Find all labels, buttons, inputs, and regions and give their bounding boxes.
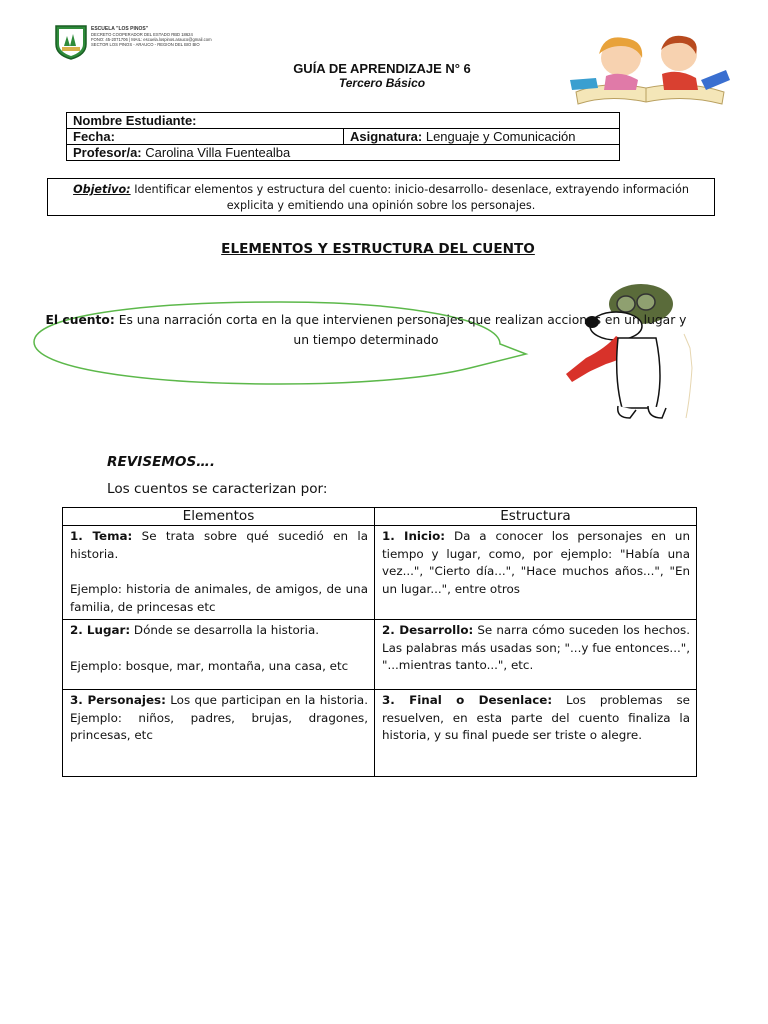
school-line: DECRETO COOPERADOR DEL ESTADO RBD 18624 [91,32,193,37]
cell-text: Se trata sobre qué sucedió en la historia. [70,529,368,561]
table-row [67,145,620,161]
elements-structure-table [62,507,697,777]
table-row [67,113,620,129]
subject-label: Asignatura: [350,129,423,144]
table-row [63,526,697,620]
cell-text: Dónde se desarrolla la historia. [130,623,320,637]
objective-text: Identificar elementos y estructura del cuento: inicio-desarrollo- desenlace, extrayendo información explicita y emitiendo una opinión sobre los personajes. [130,183,689,212]
date-field[interactable] [67,129,344,145]
cell-text: Los que participan en la historia. Ejemplo: niños, padres, brujas, dragones, princesas, etc [70,693,368,742]
guide-subtitle: Tercero Básico [338,76,426,90]
table-cell [63,526,375,620]
column-header-elementos: Elementos [63,508,375,526]
table-cell [63,620,375,690]
table-row [67,129,620,145]
guide-title: GUÍA DE APRENDIZAJE N° 6 [293,61,471,76]
cell-label: 1. Inicio: [382,529,446,543]
school-line: FONO: 45-2071706 | MAIL: escuela.lospinos.arauco@gmail.com [91,37,212,42]
review-intro: Los cuentos se caracterizan por: [107,481,328,497]
table-row [63,620,697,690]
school-line: SECTOR LOS PINOS - ARAUCO - REGION DEL BIO BIO [91,42,200,47]
cell-text: Los problemas se resuelven, en esta parte del cuento finaliza la historia, y su final puede ser triste o alegre. [382,693,691,742]
teacher-value: Carolina Villa Fuentealba [141,145,291,160]
cell-label: 3. Final o Desenlace: [382,693,553,707]
cell-label: 2. Desarrollo: [382,623,474,637]
cell-label: 2. Lugar: [70,623,131,637]
student-name-field[interactable] [67,113,620,129]
objective-label: Objetivo: [73,183,131,196]
cell-label: 1. Tema: [70,529,133,543]
cell-label: 3. Personajes: [70,693,166,707]
school-header [91,27,241,47]
cell-text: Da a conocer los personajes en un tiempo y lugar, como, por ejemplo: "Había una vez...", "Cierto día...", "Hace muchos años...", "En un lugar...", entre otros [382,529,690,596]
snoopy-aviator-illustration [556,278,696,428]
teacher-label: Profesor/a: [73,145,142,160]
teacher-cell [67,145,620,161]
cell-text: Se narra cómo suceden los hechos. Las palabras más usadas son; "...y fue entonces...", "...mientras tanto...", etc. [382,623,690,672]
subject-cell [344,129,620,145]
school-logo-icon [54,24,88,60]
column-header-estructura: Estructura [375,508,697,526]
subject-value: Lenguaje y Comunicación [422,129,576,144]
table-cell [63,690,375,777]
story-definition [36,310,696,350]
table-row [63,690,697,777]
cell-example: Ejemplo: bosque, mar, montaña, una casa, etc [70,658,349,673]
definition-text: Es una narración corta en la que intervienen personajes que realizan acciones en un lugar y un tiempo determinado [114,313,687,347]
date-label: Fecha: [73,129,115,144]
table-cell [375,526,697,620]
section-heading: ELEMENTOS Y ESTRUCTURA DEL CUENTO [221,241,535,257]
table-cell [375,620,697,690]
student-name-label: Nombre Estudiante: [73,113,197,128]
review-title: REVISEMOS…. [107,454,216,470]
table-cell [375,690,697,777]
cell-example: Ejemplo: historia de animales, de amigos, de una familia, de princesas etc [70,582,368,614]
school-name: ESCUELA "LOS PINOS" [91,26,149,32]
definition-label: El cuento: [45,313,115,327]
student-info-table [66,112,620,161]
table-header-row [63,508,697,526]
objective-box [47,178,715,216]
